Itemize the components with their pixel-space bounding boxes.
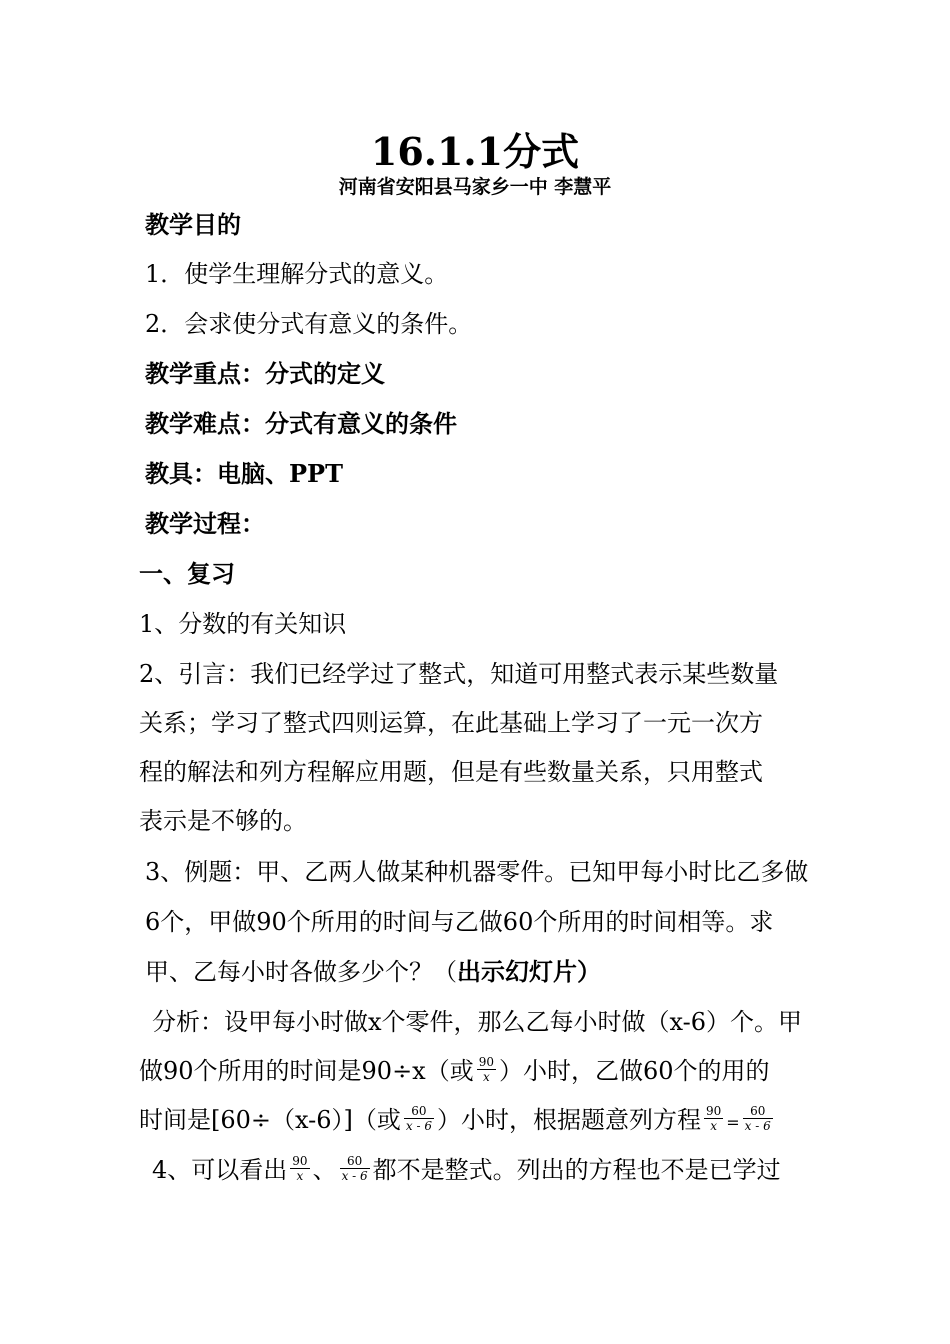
review-paragraph-line: 关系；学习了整式四则运算，在此基础上学习了一元一次方	[139, 709, 763, 737]
analysis-text: 做90个所用的时间是90÷x（或	[139, 1057, 474, 1085]
fraction-60-over-x-minus-6: $\frac{60}{x - 6}$	[341, 1154, 368, 1183]
analysis-line	[139, 1105, 776, 1138]
analysis-line: 分析：设甲每小时做x个零件，那么乙每小时做（x-6）个。甲	[152, 1008, 803, 1036]
analysis-text: ）小时，乙做60个的用的	[499, 1057, 770, 1085]
fraction-90-over-x: $\frac{90}{x}$	[705, 1104, 722, 1133]
teaching-tools: 教具：电脑、PPT	[145, 459, 343, 488]
item-4-separator: 、	[312, 1156, 337, 1184]
process-heading: 教学过程：	[145, 509, 265, 538]
page-title: 16.1.1分式	[370, 129, 580, 174]
fraction-60-over-x-minus-6: $\frac{60}{x - 6}$	[744, 1104, 771, 1133]
example-line: 3、例题：甲、乙两人做某种机器零件。已知甲每小时比乙多做	[145, 858, 809, 886]
review-paragraph-line: 程的解法和列方程解应用题，但是有些数量关系，只用整式	[139, 758, 763, 786]
analysis-text: 时间是[60÷（x-6）]（或	[139, 1106, 401, 1134]
difficulty: 教学难点：分式有意义的条件	[145, 409, 457, 438]
review-paragraph-line: 表示是不够的。	[139, 807, 307, 835]
example-line	[145, 957, 601, 987]
example-text: 甲、乙每小时各做多少个？（	[145, 958, 457, 986]
objective-item: 2．会求使分式有意义的条件。	[145, 310, 473, 338]
fraction-90-over-x: $\frac{90}{x}$	[292, 1154, 308, 1183]
equals-sign: =	[726, 1113, 740, 1132]
show-slide-note: 出示幻灯片）	[457, 957, 601, 986]
analysis-line	[139, 1056, 770, 1087]
item-4-text: 4、可以看出	[152, 1156, 288, 1184]
item-4-text: 都不是整式。列出的方程也不是已学过	[372, 1156, 781, 1184]
author-line: 河南省安阳县马家乡一中 李慧平	[338, 176, 612, 198]
fraction-60-over-x-minus-6: $\frac{60}{x - 6}$	[405, 1104, 432, 1133]
objective-item: 1．使学生理解分式的意义。	[145, 260, 449, 288]
objectives-heading: 教学目的	[145, 210, 241, 239]
review-paragraph-line: 2、引言：我们已经学过了整式，知道可用整式表示某些数量	[139, 660, 779, 688]
key-point: 教学重点：分式的定义	[145, 359, 385, 388]
analysis-text: ）小时，根据题意列方程	[436, 1106, 701, 1134]
example-line: 6个，甲做90个所用的时间与乙做60个所用的时间相等。求	[145, 908, 774, 936]
fraction-90-over-x: $\frac{90}{x}$	[478, 1055, 495, 1084]
review-item: 1、分数的有关知识	[139, 610, 347, 638]
item-4-line	[152, 1155, 781, 1186]
section-heading: 一、复习	[139, 559, 235, 588]
